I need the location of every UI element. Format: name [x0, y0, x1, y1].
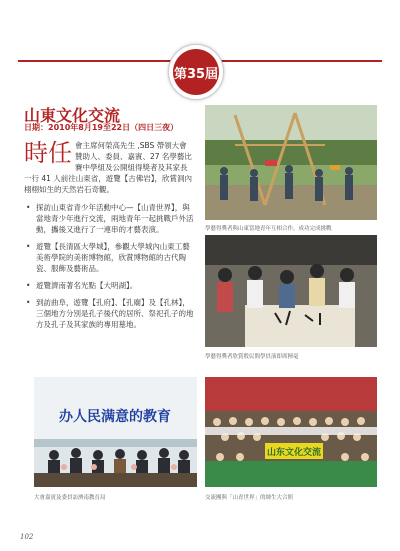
list-item: • 探訪山東省青少年活動中心—【山青世界】，與當地青少年進行交流，兩地青年一起挑戰戶外活動，攜後又進行了一連串的才藝表演。 [24, 202, 196, 235]
caption-group: 交流團與「山青世界」的師生大合照 [205, 495, 294, 501]
page-number: 102 [20, 533, 34, 541]
page-title: 山東文化交流 [24, 106, 121, 125]
list-item: • 遊覽【長清區大學城】，參觀大學城內山東工藝美術學院的美術博物館，欣賞博物館的古代陶瓷、服飾及藝術品。 [24, 241, 196, 274]
activity-list [24, 202, 196, 336]
photo-education-bureau [34, 377, 197, 487]
group-banner-text: 山东文化交流 [266, 448, 322, 458]
list-item: • 遊覽濟南著名光點【大明湖】。 [24, 280, 196, 291]
session-badge-label: 第35屆 [173, 49, 219, 95]
intro-text: 會主席何榮高先生 ,SBS 帶領大會贊助人、委員、嘉賓、27 名學藝比賽中學組及公開組得獎者及其家長一行 41 人前往山東省，遊覽【古佛岩】，欣賞洞內栩栩如生的天然岩石奇觀。 [24, 141, 193, 194]
caption-calligraphy: 學藝得獎者欣賞殷民間學員演即席揮毫 [205, 354, 299, 360]
drop-cap: 時任 [24, 139, 72, 167]
photo-group [205, 377, 377, 487]
photo-outdoor-challenge [205, 105, 377, 220]
date-line: 日期：2010年8月19至22日（四日三夜） [24, 123, 179, 132]
list-item: • 到訪曲阜，遊覽【孔府】、【孔廟】及【孔林】，三個地方分別是孔子後代的居所、祭祀孔子的地方及孔子及其家族的專用墓地。 [24, 297, 196, 330]
photo-calligraphy [205, 235, 377, 347]
intro-paragraph [24, 140, 194, 195]
caption-outdoor: 學藝得獎者與山東當地青年互相合作，成功完成挑戰 [205, 226, 332, 232]
caption-education: 大會嘉賓及委員訪濟南教育局 [34, 495, 106, 501]
session-badge [168, 44, 224, 100]
banner-text: 办人民满意的教育 [59, 409, 171, 425]
